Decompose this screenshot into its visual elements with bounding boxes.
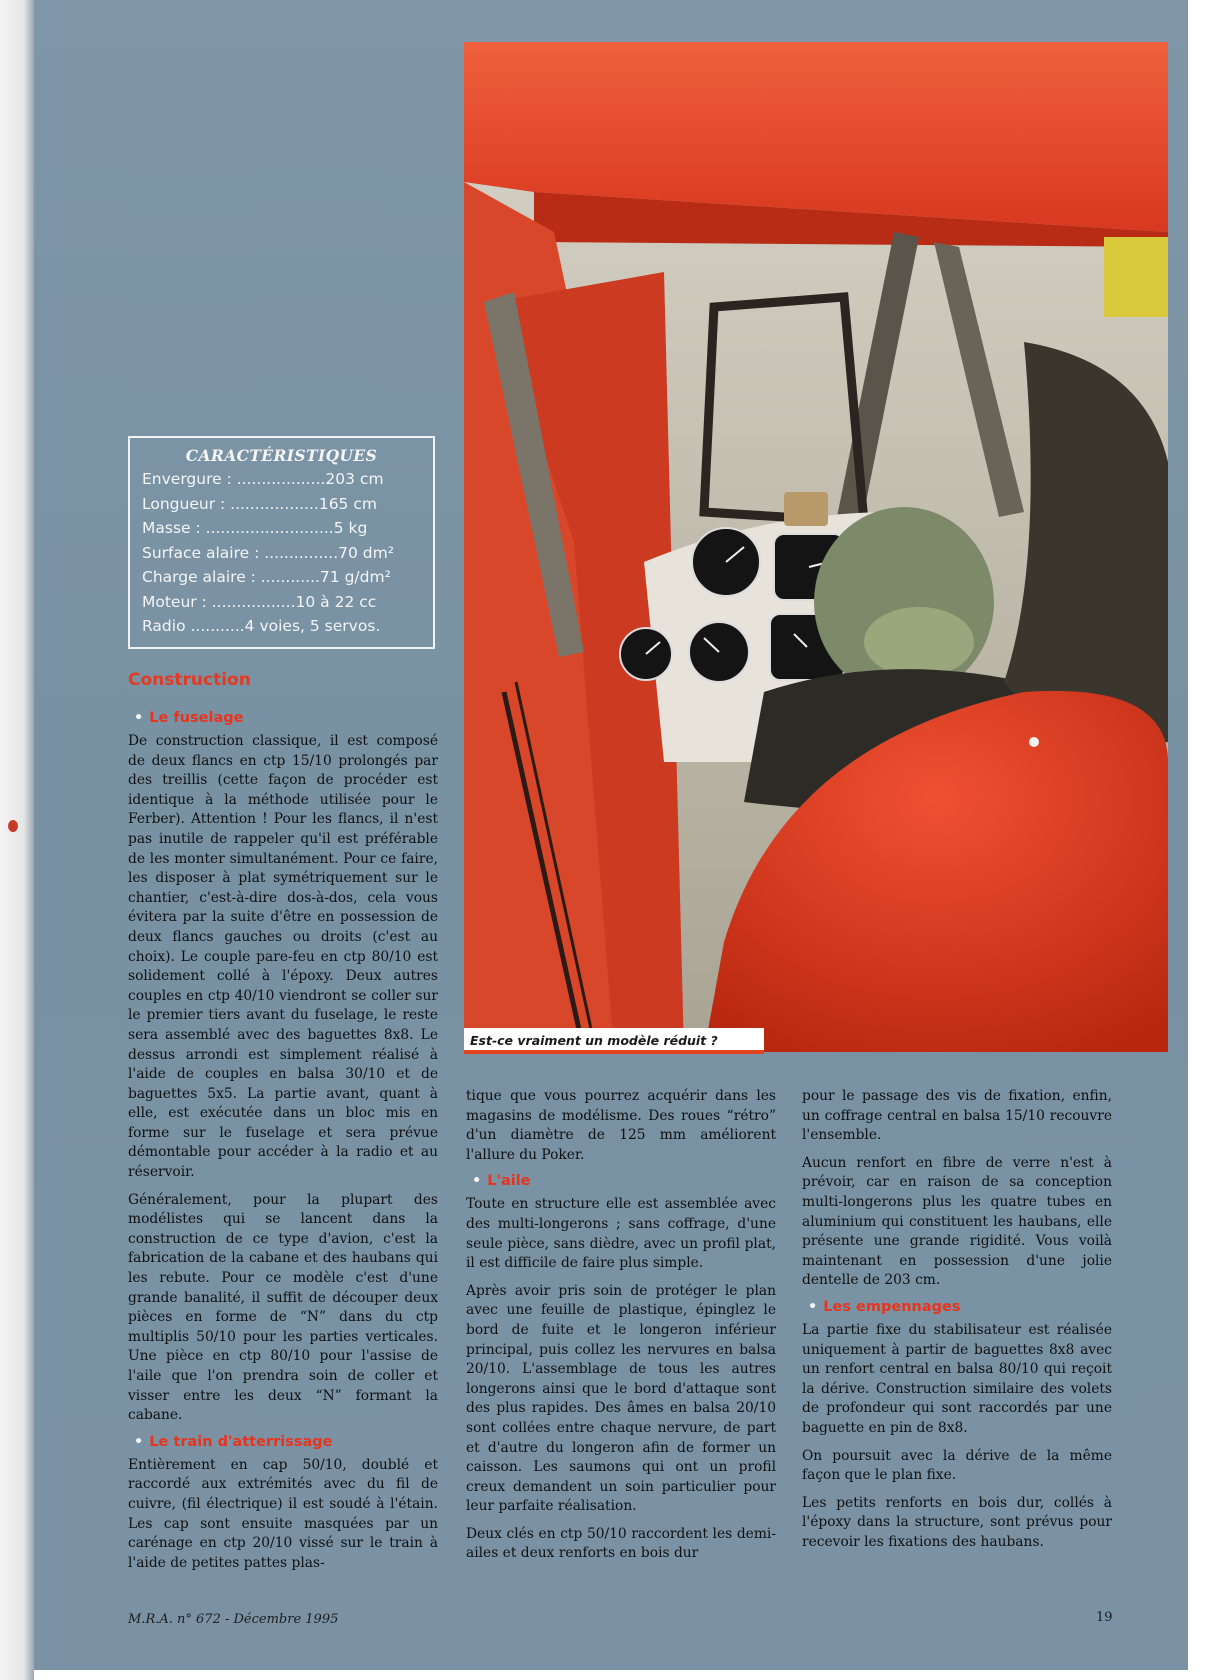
paragraph: De construction classique, il est composé de deux flancs en ctp 15/10 prolongés par des treillis (cette façon de procéder est identique à la méthode utilisée pour le Ferber). Attention ! Pour les flancs, il n'est pas inutile de rappeler qu'il est préférable de les monter simultanément. Pour ce faire, les disposer à plat symétriquement sur le chantier, c'est-à-dire dos-à-dos, cela vous évitera par la suite d'être en possession de deux flancs gauches ou droits (c'est au choix). Le couple pare-feu en ctp 80/10 est solidement collé à l'époxy. Deux autres couples en ctp 40/10 viendront se coller sur le premier tiers avant du fuselage, le reste sera assemblé avec des baguettes 8x8. Le dessus arrondi est simplement réalisé à l'aide de couples en balsa 30/10 et de baguettes 5x5. La partie avant, quant à elle, est exécutée dans un bloc mis en forme sur le fuselage et sera prévue démontable pour accéder à la radio et au réservoir. xyxy=(128,733,438,1181)
paragraph: Généralement, pour la plupart des modélistes qui se lancent dans la construction de ce type d'avion, c'est la fabrication de la cabane et des haubans qui les rebute. Pour ce modèle c'est d'une grande banalité, il suffit de découper deux pièces en forme de “N” dans du ctp multiplis 50/10 pour les parties verticales. Une pièce en ctp 80/10 pour l'assise de l'aile que l'on prendra soin de coller et visser entre les deux “N” formant la cabane. xyxy=(128,1191,438,1424)
spec-moteur: Moteur : .................10 à 22 cc xyxy=(142,592,377,611)
paragraph: Aucun renfort en fibre de verre n'est à prévoir, car en raison de sa conception multi-longerons plus les quatre tubes en aluminium qui constituent les haubans, elle présente une grande rigidité. Vous voilà maintenant en possession d'une jolie dentelle de 203 cm. xyxy=(802,1154,1112,1289)
spec-longueur: Longueur : ..................165 cm xyxy=(142,494,377,513)
subhead-empennages: • Les empennages xyxy=(808,1298,961,1315)
subhead-aile: • L'aile xyxy=(472,1173,531,1190)
spec-radio: Radio ...........4 voies, 5 servos. xyxy=(142,617,381,635)
footer-issue: M.R.A. n° 672 - Décembre 1995 xyxy=(128,1612,339,1627)
paragraph: Entièrement en cap 50/10, doublé et raccordé aux extrémités avec du fil de cuivre, (fil électrique) il est soudé à l'étain. Les cap sont ensuite masquées par un carénage en ctp 20/10 vissé sur le train à l'aide de petites pattes plas- xyxy=(128,1456,438,1571)
paragraph: Après avoir pris soin de protéger le plan avec une feuille de plastique, épinglez le bord de fuite et le longeron inférieur principal, puis collez les nervures en balsa 20/10. L'assemblage de tous les autres longerons ainsi que le bord d'attaque sont des plus rapides. Des âmes en balsa 20/10 sont collées entre chaque nervure, de part et d'autre du longeron afin de former un caisson. Les saumons qui ont un profil creux demandent un soin particulier pour leur parfaite réalisation. xyxy=(466,1282,776,1515)
page-number: 19 xyxy=(1096,1610,1113,1625)
spec-masse: Masse : ..........................5 kg xyxy=(142,519,368,537)
paragraph: Deux clés en ctp 50/10 raccordent les demi-ailes et deux renforts en bois dur xyxy=(466,1525,776,1562)
photo-caption: Est-ce vraiment un modèle réduit ? xyxy=(464,1028,764,1054)
spec-charge-alaire: Charge alaire : ............71 g/dm² xyxy=(142,568,391,586)
specs-box xyxy=(128,436,435,649)
paragraph: La partie fixe du stabilisateur est réalisée uniquement à partir de baguettes 8x8 avec un renfort central en balsa 80/10 qui reçoit la dérive. Construction similaire des volets de profondeur qui sont raccordés par une baguette en pin de 8x8. xyxy=(802,1321,1112,1436)
spec-envergure: Envergure : ..................203 cm xyxy=(142,470,384,488)
paragraph: Les petits renforts en bois dur, collés à l'époxy dans la structure, sont prévus pour recevoir les fixations des haubans. xyxy=(802,1494,1112,1550)
cockpit-photo xyxy=(464,42,1168,1052)
subhead-train: • Le train d'atterrissage xyxy=(134,1433,333,1450)
subhead-fuselage: • Le fuselage xyxy=(134,710,244,726)
text-column-2 xyxy=(466,1087,776,1572)
spine-mark xyxy=(8,820,18,832)
spec-surface-alaire: Surface alaire : ...............70 dm² xyxy=(142,543,394,562)
text-column-1 xyxy=(128,710,438,1581)
text-column-3 xyxy=(802,1087,1112,1560)
paragraph: On poursuit avec la dérive de la même façon que le plan fixe. xyxy=(802,1447,1112,1484)
section-title: Construction xyxy=(128,670,251,690)
specs-title: CARACTÉRISTIQUES xyxy=(185,446,378,465)
paragraph: pour le passage des vis de fixation, enfin, un coffrage central en balsa 15/10 recouvre l'ensemble. xyxy=(802,1088,1112,1144)
paragraph: Toute en structure elle est assemblée avec des multi-longerons ; sans coffrage, d'une seule pièce, sans dièdre, avec un profil plat, il est difficile de faire plus simple. xyxy=(466,1196,776,1272)
paragraph: tique que vous pourrez acquérir dans les magasins de modélisme. Des roues “rétro” d'un diamètre de 125 mm améliorent l'allure du Poker. xyxy=(466,1088,776,1163)
page-edge xyxy=(0,0,34,1680)
